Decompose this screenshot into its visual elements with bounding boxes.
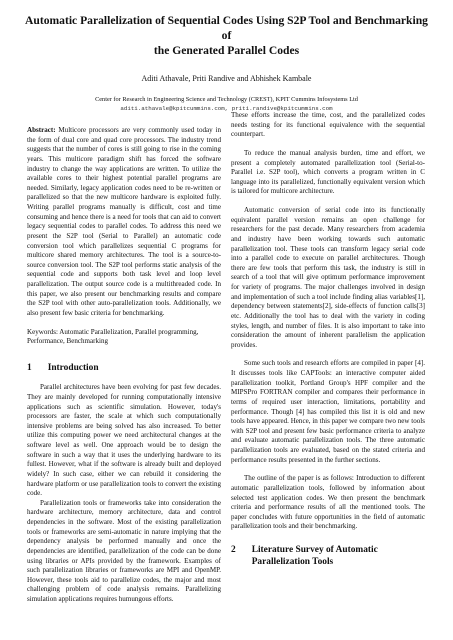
section-1-title: Introduction — [47, 362, 99, 373]
abstract-label: Abstract: — [27, 126, 56, 134]
section-2-heading — [231, 545, 425, 568]
left-column — [27, 126, 221, 605]
section-1-number: 1 — [27, 362, 32, 373]
affiliation: Center for Research in Engineering Science and Technology (CREST), KPIT Cummins Infosystems Ltd — [95, 96, 358, 103]
right-paragraph-4: Some such tools and research efforts are compiled in paper [4]. It discusses tools like CAPTools: an interactive computer aided parallelization toolkit, Portland Group's HPF compiler and the MIPSPro FORTRAN compiler and compares their performance in terms of required user interaction, limitations, portability and performance. Though [4] has compiled this list it is old and new tools have appeared. Hence, in this paper we compare two new tools with S2P tool and present few basic performance criteria to analyze and evaluate automatic parallelization tools. The three automatic parallelization tools are evaluated, based on the stated criteria and performance results presented in the further sections. — [231, 359, 425, 464]
section-1-heading — [27, 363, 221, 375]
right-column — [231, 111, 425, 568]
section-2-title-line-1: Literature Survey of Automatic — [251, 545, 378, 555]
right-paragraph-3: Automatic conversion of serial code into its functionally equivalent parallel version remains an open challenge for researchers for the past decade. Many researchers from academia and industry have been working towards such automatic parallelization tool. These tools can transform legacy serial code into a parallel code to execute on parallel architectures. Though there are few tools that perform this task, the industry is still in search of a tool that will give optimum performance improvement for variety of programs. The major challenges involved in design and implementation of such a tool include finding alias variables[1], dependency between statements[2], side-effects of function calls[3] etc. Additionally the tool has to deal with the variety in coding styles, length, and number of files. It is also important to take into consideration the amount of inherent parallelism the application provides. — [231, 206, 425, 349]
abstract — [27, 126, 221, 319]
title-line-2: the Generated Parallel Codes — [153, 44, 300, 57]
title-line-1: Automatic Parallelization of Sequential Codes Using S2P Tool and Benchmarking of — [25, 14, 428, 42]
keywords: Keywords: Automatic Parallelization, Parallel programming, Performance, Benchmarking — [27, 327, 199, 346]
right-paragraph-5: The outline of the paper is as follows: Introduction to different automatic parallelization tools, followed by information about selected test application codes. We then present the benchmark criteria and performance results of all the mentioned tools. The paper concludes with future opportunities in the field of automatic parallelization tools and their benchmarking. — [231, 474, 425, 531]
author-emails: aditi.athavale@kpitcummins.com, priti.randive@kpitcummins.com — [120, 104, 333, 112]
paper-title — [22, 13, 431, 58]
abstract-text: Multicore processors are very commonly used today in the form of dual core and quad core processors. The industry trend suggests that the number of cores is still going to rise in the coming years. This multicore paradigm shift has forced the software industry to change the way applications are written. To utilize the available cores to their highest potential parallel programs are needed. Similarly, legacy application codes need to be re-written or parallelized so that the new multicore hardware is exploited fully. Writing parallel programs manually is difficult, cost and time consuming and hence there is a need for tools that can aid to convert legacy sequential codes to parallel codes. To address this need we present the S2P tool (Serial to Parallel) an automatic code conversion tool which parallelizes sequential C programs for multicore shared memory architectures. The tool is a source-to-source conversion tool. The S2P tool performs static analysis of the sequential code and supports both task level and loop level parallelization. The output source code is a multithreaded code. In this paper, we also present our benchmarking results and compare the S2P tool with other auto-parallelization tools. Additionally, we also present few basic criteria for benchmarking. — [27, 126, 221, 317]
author-list: Aditi Athavale, Priti Randive and Abhishek Kambale — [141, 74, 312, 83]
intro-paragraph-2: Parallelization tools or frameworks take into consideration the hardware architecture, memory architecture, data and control dependencies in the software. Most of the existing parallelization tools or frameworks are semi-automatic in nature implying that the dependency analysis be performed manually and once the dependencies are identified, parallelization of the code can be done using libraries or APIs provided by the framework. Examples of such parallelization libraries or frameworks are MPI and OpenMP. However, these tools aid to parallelize codes, the major and most challenging problem of code analysis remains. Parallelizing simulation applications requires humungous efforts. — [27, 498, 221, 603]
section-2-title — [252, 545, 378, 568]
section-2-number: 2 — [231, 545, 236, 555]
right-paragraph-1: These efforts increase the time, cost, and the parallelized codes needs testing for its functional equivalence with the sequential counterpart. — [231, 111, 425, 139]
intro-paragraph-1: Parallel architectures have been evolving for past few decades. They are mainly developed for running computationally intensive applications such as scientific simulation. However, today's processors are faster, the scale at which such computationally intensive problems are being solved has also increased. To better utilize this computing power we need architectural changes at the software level as well. One approach would be to design the software in such a way that it uses the underlying hardware to its fullest. However, what if the software is already built and deployed widely? In such case, either we can rebuild it considering the hardware platform or use parallelization tools to convert the existing code. — [27, 383, 221, 498]
section-2-title-line-2: Parallelization Tools — [251, 556, 334, 567]
right-paragraph-2: To reduce the manual analysis burden, time and effort, we present a completely automated parallelization tool (Serial-to-Parallel i.e. S2P tool), which converts a program written in C language into its parallelized, functionally equivalent version which is tailored for multicore architecture. — [231, 148, 425, 196]
